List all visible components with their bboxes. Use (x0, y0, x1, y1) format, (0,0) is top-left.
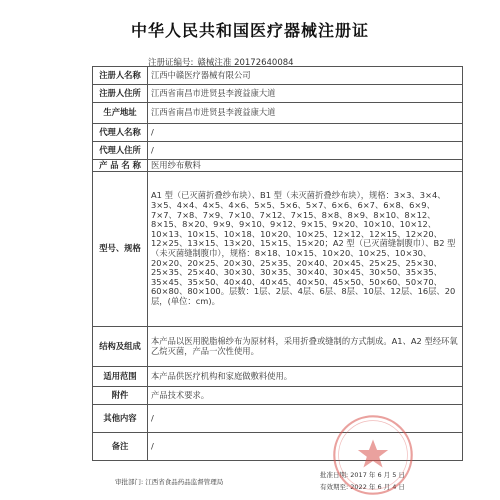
label-others: 其他内容 (93, 405, 148, 433)
row-production-address (93, 103, 463, 124)
label-structure: 结构及组成 (93, 327, 148, 367)
value-agent-name: / (148, 124, 463, 142)
approver-value: 江西省食品药品监督管理局 (145, 478, 224, 486)
label-production-address: 生产地址 (93, 103, 148, 124)
page-title: 中华人民共和国医疗器械注册证 (130, 21, 369, 40)
value-registrant-name: 江西中赣医疗器械有限公司 (148, 67, 463, 85)
label-agent-address: 代理人住所 (93, 142, 148, 160)
row-model-spec (93, 172, 463, 327)
value-attachment: 产品技术要求。 (148, 387, 463, 405)
value-others: / (148, 405, 463, 433)
approver-label: 审批部门: (115, 478, 144, 486)
value-registrant-address: 江西省南昌市进贤县李渡益康大道 (148, 85, 463, 103)
label-agent-name: 代理人名称 (93, 124, 148, 142)
row-scope (93, 367, 463, 387)
row-attachment (93, 387, 463, 405)
valid-until-label: 有效期至: (320, 483, 349, 491)
footer-valid-until (320, 482, 405, 491)
label-remarks: 备注 (93, 433, 148, 461)
row-product-name (93, 160, 463, 172)
label-attachment: 附件 (93, 387, 148, 405)
valid-until-value: 2022 年 6 月 4 日 (350, 483, 405, 491)
certificate-table (92, 66, 463, 461)
row-registrant-address (93, 85, 463, 103)
row-remarks (93, 433, 463, 461)
label-product-name: 产 品 名 称 (93, 160, 148, 172)
value-production-address: 江西省南昌市进贤县李渡益康大道 (148, 103, 463, 124)
approval-date-value: 2017 年 6 月 5 日 (350, 471, 405, 479)
row-registrant-name (93, 67, 463, 85)
footer-approval-date (320, 470, 405, 479)
footer-approver (115, 477, 223, 486)
approval-date-label: 批准日期: (320, 471, 349, 479)
row-others (93, 405, 463, 433)
value-model-spec: A1 型（已灭菌折叠纱布块）、B1 型（未灭菌折叠纱布块），规格：3×3、3×4、3×5、4×4、4×5、4×6、5×5、5×6、5×7、6×6、6×7、6×8、6×9、7×7、7×8、7×9、7×10、7×12、7×15、8×8、8×9、8×10、8×12、8×15、8×20、9×9、9×10、9×12、9×15、9×20、10×10、10×12、10×13、10×15、10×18、10×20、10×25、12×12、12×15、12×20、12×25、13×15、13×20、15×15、15×20；A2 型（已灭菌缝制腹巾）、B2 型（未灭菌缝制腹巾），规格：8×18、10×15、10×20、10×25、10×30、20×20、20×25、20×30、25×35、20×40、20×45、25×25、25×30、25×35、25×40、30×30、30×35、30×40、30×45、30×50、35×35、35×45、35×50、40×40、40×45、40×50、45×50、50×60、50×70、60×80、80×100。层数：1层、2层、4层、6层、8层、10层、12层、16层、20层，(单位：cm)。 (148, 172, 463, 327)
registration-label: 注册证编号: (148, 58, 194, 68)
value-product-name: 医用纱布敷料 (148, 160, 463, 172)
label-registrant-address: 注册人住所 (93, 85, 148, 103)
value-remarks: / (148, 433, 463, 461)
row-agent-name (93, 124, 463, 142)
row-agent-address (93, 142, 463, 160)
label-registrant-name: 注册人名称 (93, 67, 148, 85)
registration-value: 赣械注准 20172640084 (197, 58, 294, 68)
value-structure: 本产品以医用脱脂棉纱布为原材料，采用折叠或缝制的方式制成。A1、A2 型经环氧乙烷灭菌，产品一次性使用。 (148, 327, 463, 367)
value-agent-address: / (148, 142, 463, 160)
label-scope: 适用范围 (93, 367, 148, 387)
row-structure (93, 327, 463, 367)
label-model-spec: 型号、规格 (93, 172, 148, 327)
value-scope: 本产品供医疗机构和家庭做敷料使用。 (148, 367, 463, 387)
